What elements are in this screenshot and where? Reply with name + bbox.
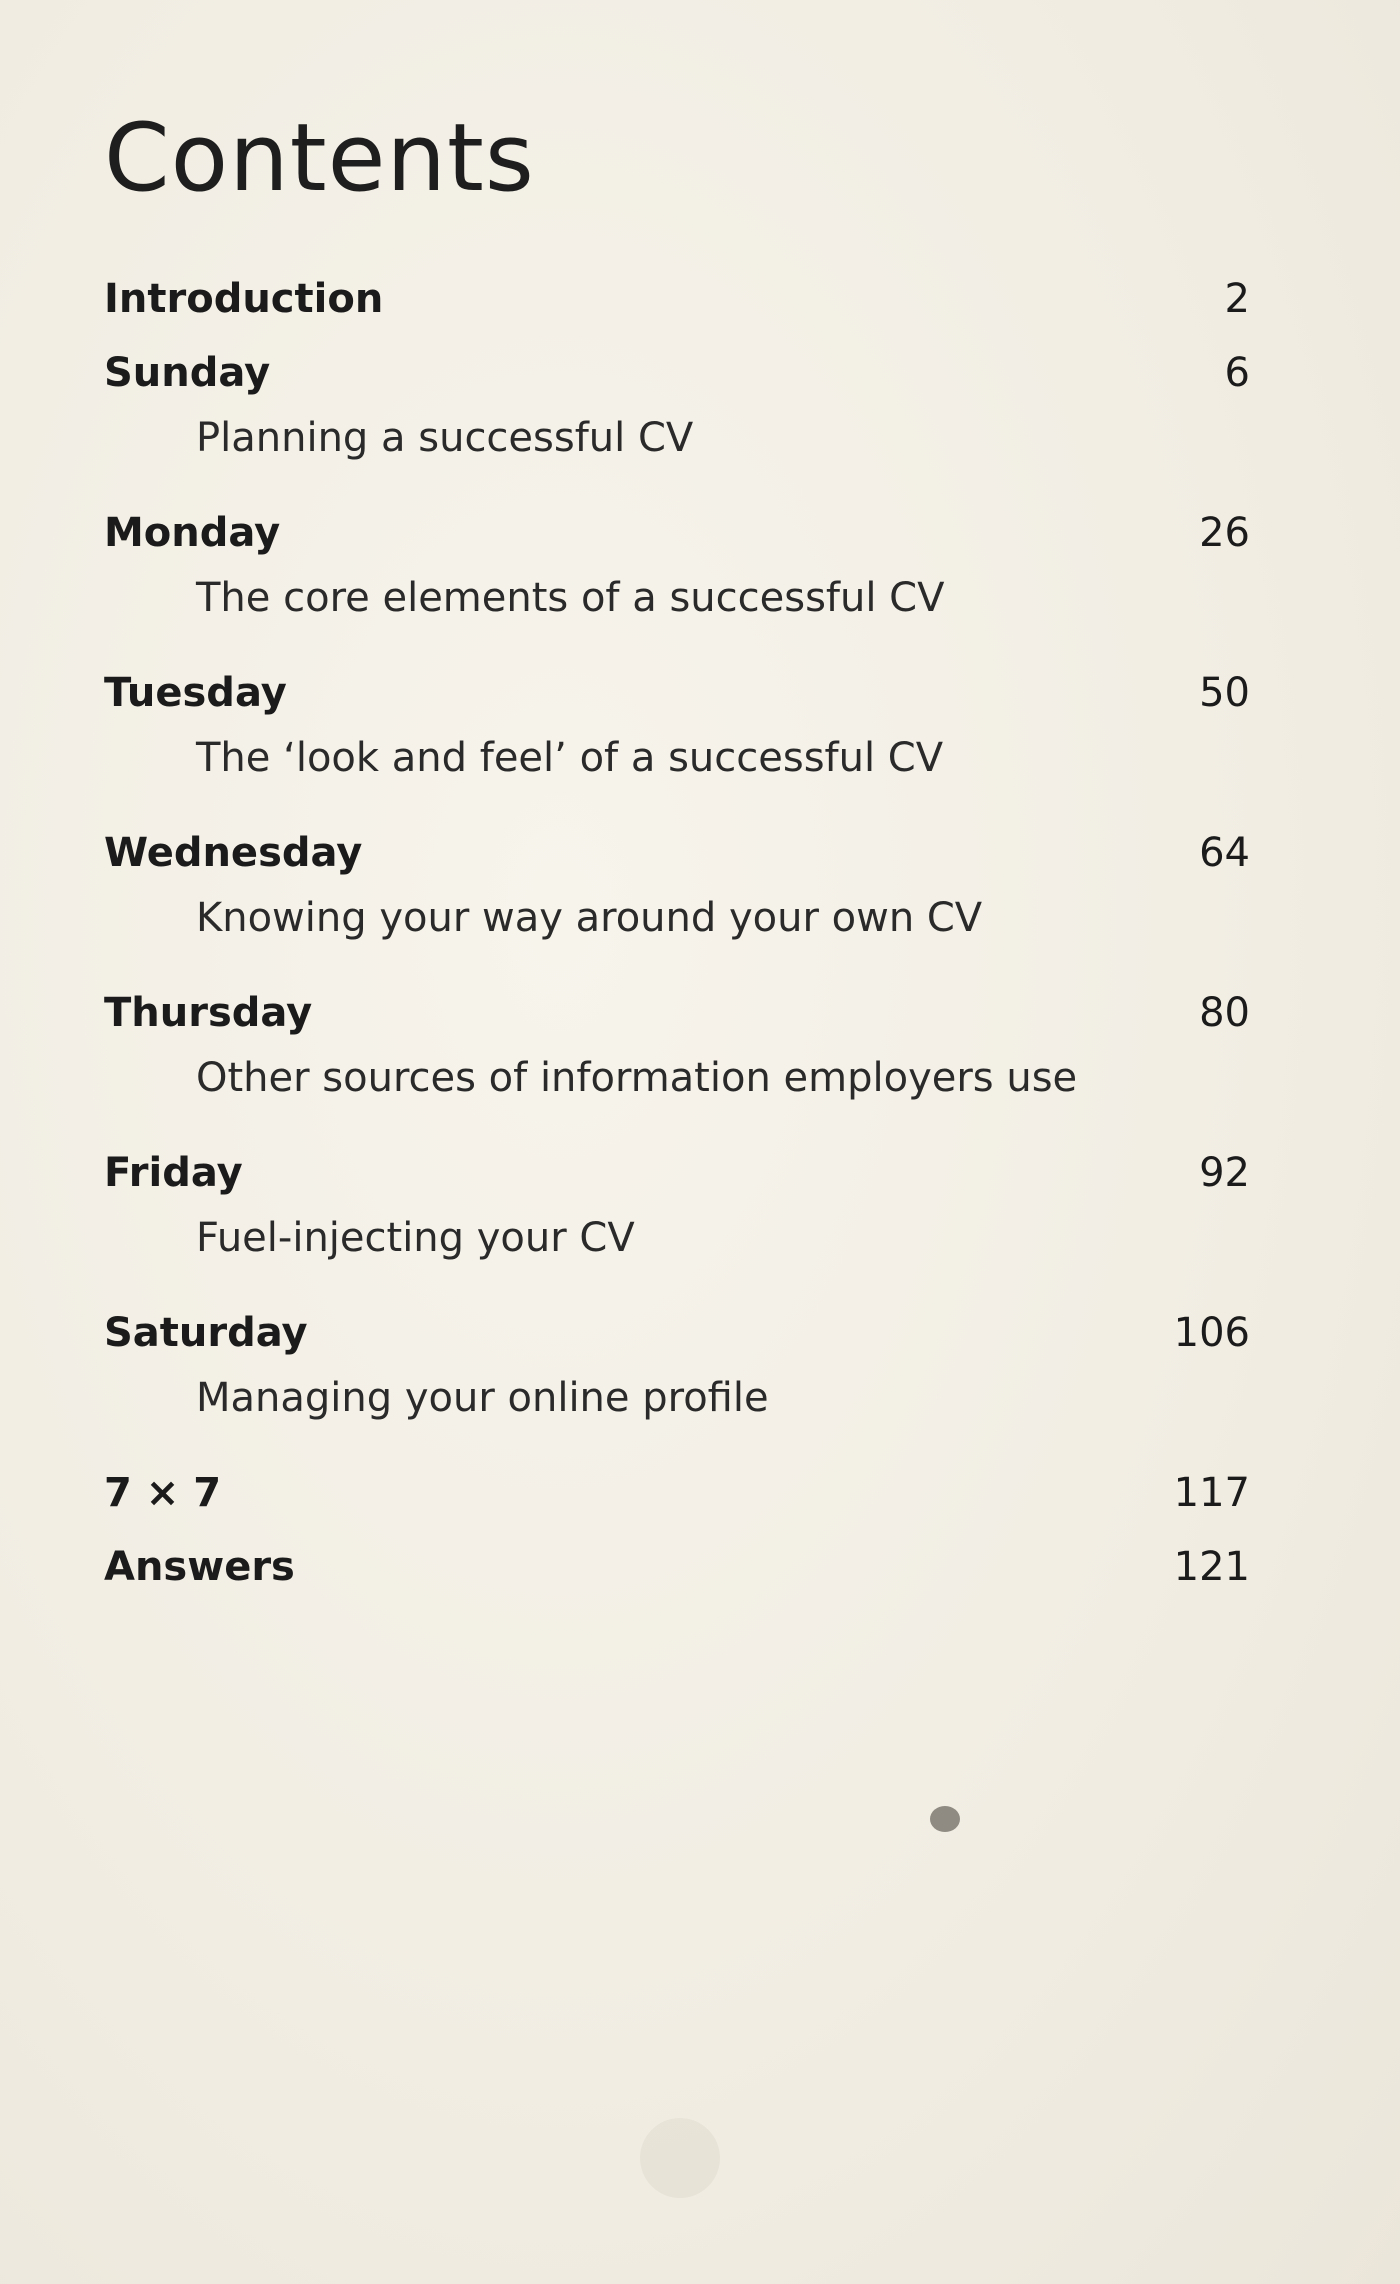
paper-smudge xyxy=(640,2118,720,2198)
toc-entry-title: Introduction xyxy=(104,276,384,322)
toc-entry-subtitle: The core elements of a successful CV xyxy=(196,575,945,621)
toc-entry-title: Thursday xyxy=(104,990,313,1036)
toc-entry-title: 7 × 7 xyxy=(104,1470,222,1516)
toc-entry-subtitle: Planning a successful CV xyxy=(196,415,694,461)
toc-entry-sunday xyxy=(104,350,1250,510)
toc-entry-thursday xyxy=(104,990,1250,1150)
toc-entry-subtitle: Other sources of information employers use xyxy=(196,1055,1078,1101)
toc-entry-7x7 xyxy=(104,1470,1250,1544)
toc-entry-page: 80 xyxy=(1199,990,1250,1036)
toc-entry-wednesday xyxy=(104,830,1250,990)
toc-entry-title: Monday xyxy=(104,510,281,556)
toc-entry-friday xyxy=(104,1150,1250,1310)
toc-entry-page: 26 xyxy=(1199,510,1250,556)
toc-entry-page: 50 xyxy=(1199,670,1250,716)
toc-entry-page: 2 xyxy=(1224,276,1250,322)
toc-entry-monday xyxy=(104,510,1250,670)
toc-entry-title: Sunday xyxy=(104,350,271,396)
toc-entry-page: 117 xyxy=(1173,1470,1250,1516)
page-title: Contents xyxy=(104,104,535,213)
toc-entry-subtitle: Managing your online profile xyxy=(196,1375,769,1421)
toc-entry-saturday xyxy=(104,1310,1250,1470)
toc-entry-page: 92 xyxy=(1199,1150,1250,1196)
toc-entry-introduction xyxy=(104,276,1250,350)
toc-entry-page: 64 xyxy=(1199,830,1250,876)
toc-entry-page: 106 xyxy=(1173,1310,1250,1356)
toc-entry-title: Friday xyxy=(104,1150,243,1196)
toc-entry-subtitle: The ‘look and feel’ of a successful CV xyxy=(196,735,944,781)
toc-entry-subtitle: Knowing your way around your own CV xyxy=(196,895,983,941)
toc-entry-page: 6 xyxy=(1224,350,1250,396)
toc-entry-tuesday xyxy=(104,670,1250,830)
table-of-contents xyxy=(104,276,1250,1618)
toc-entry-title: Saturday xyxy=(104,1310,308,1356)
toc-entry-answers xyxy=(104,1544,1250,1618)
toc-entry-subtitle: Fuel-injecting your CV xyxy=(196,1215,635,1261)
ink-spot xyxy=(930,1806,960,1832)
toc-entry-page: 121 xyxy=(1173,1544,1250,1590)
toc-entry-title: Answers xyxy=(104,1544,295,1590)
toc-entry-title: Wednesday xyxy=(104,830,363,876)
toc-entry-title: Tuesday xyxy=(104,670,287,716)
